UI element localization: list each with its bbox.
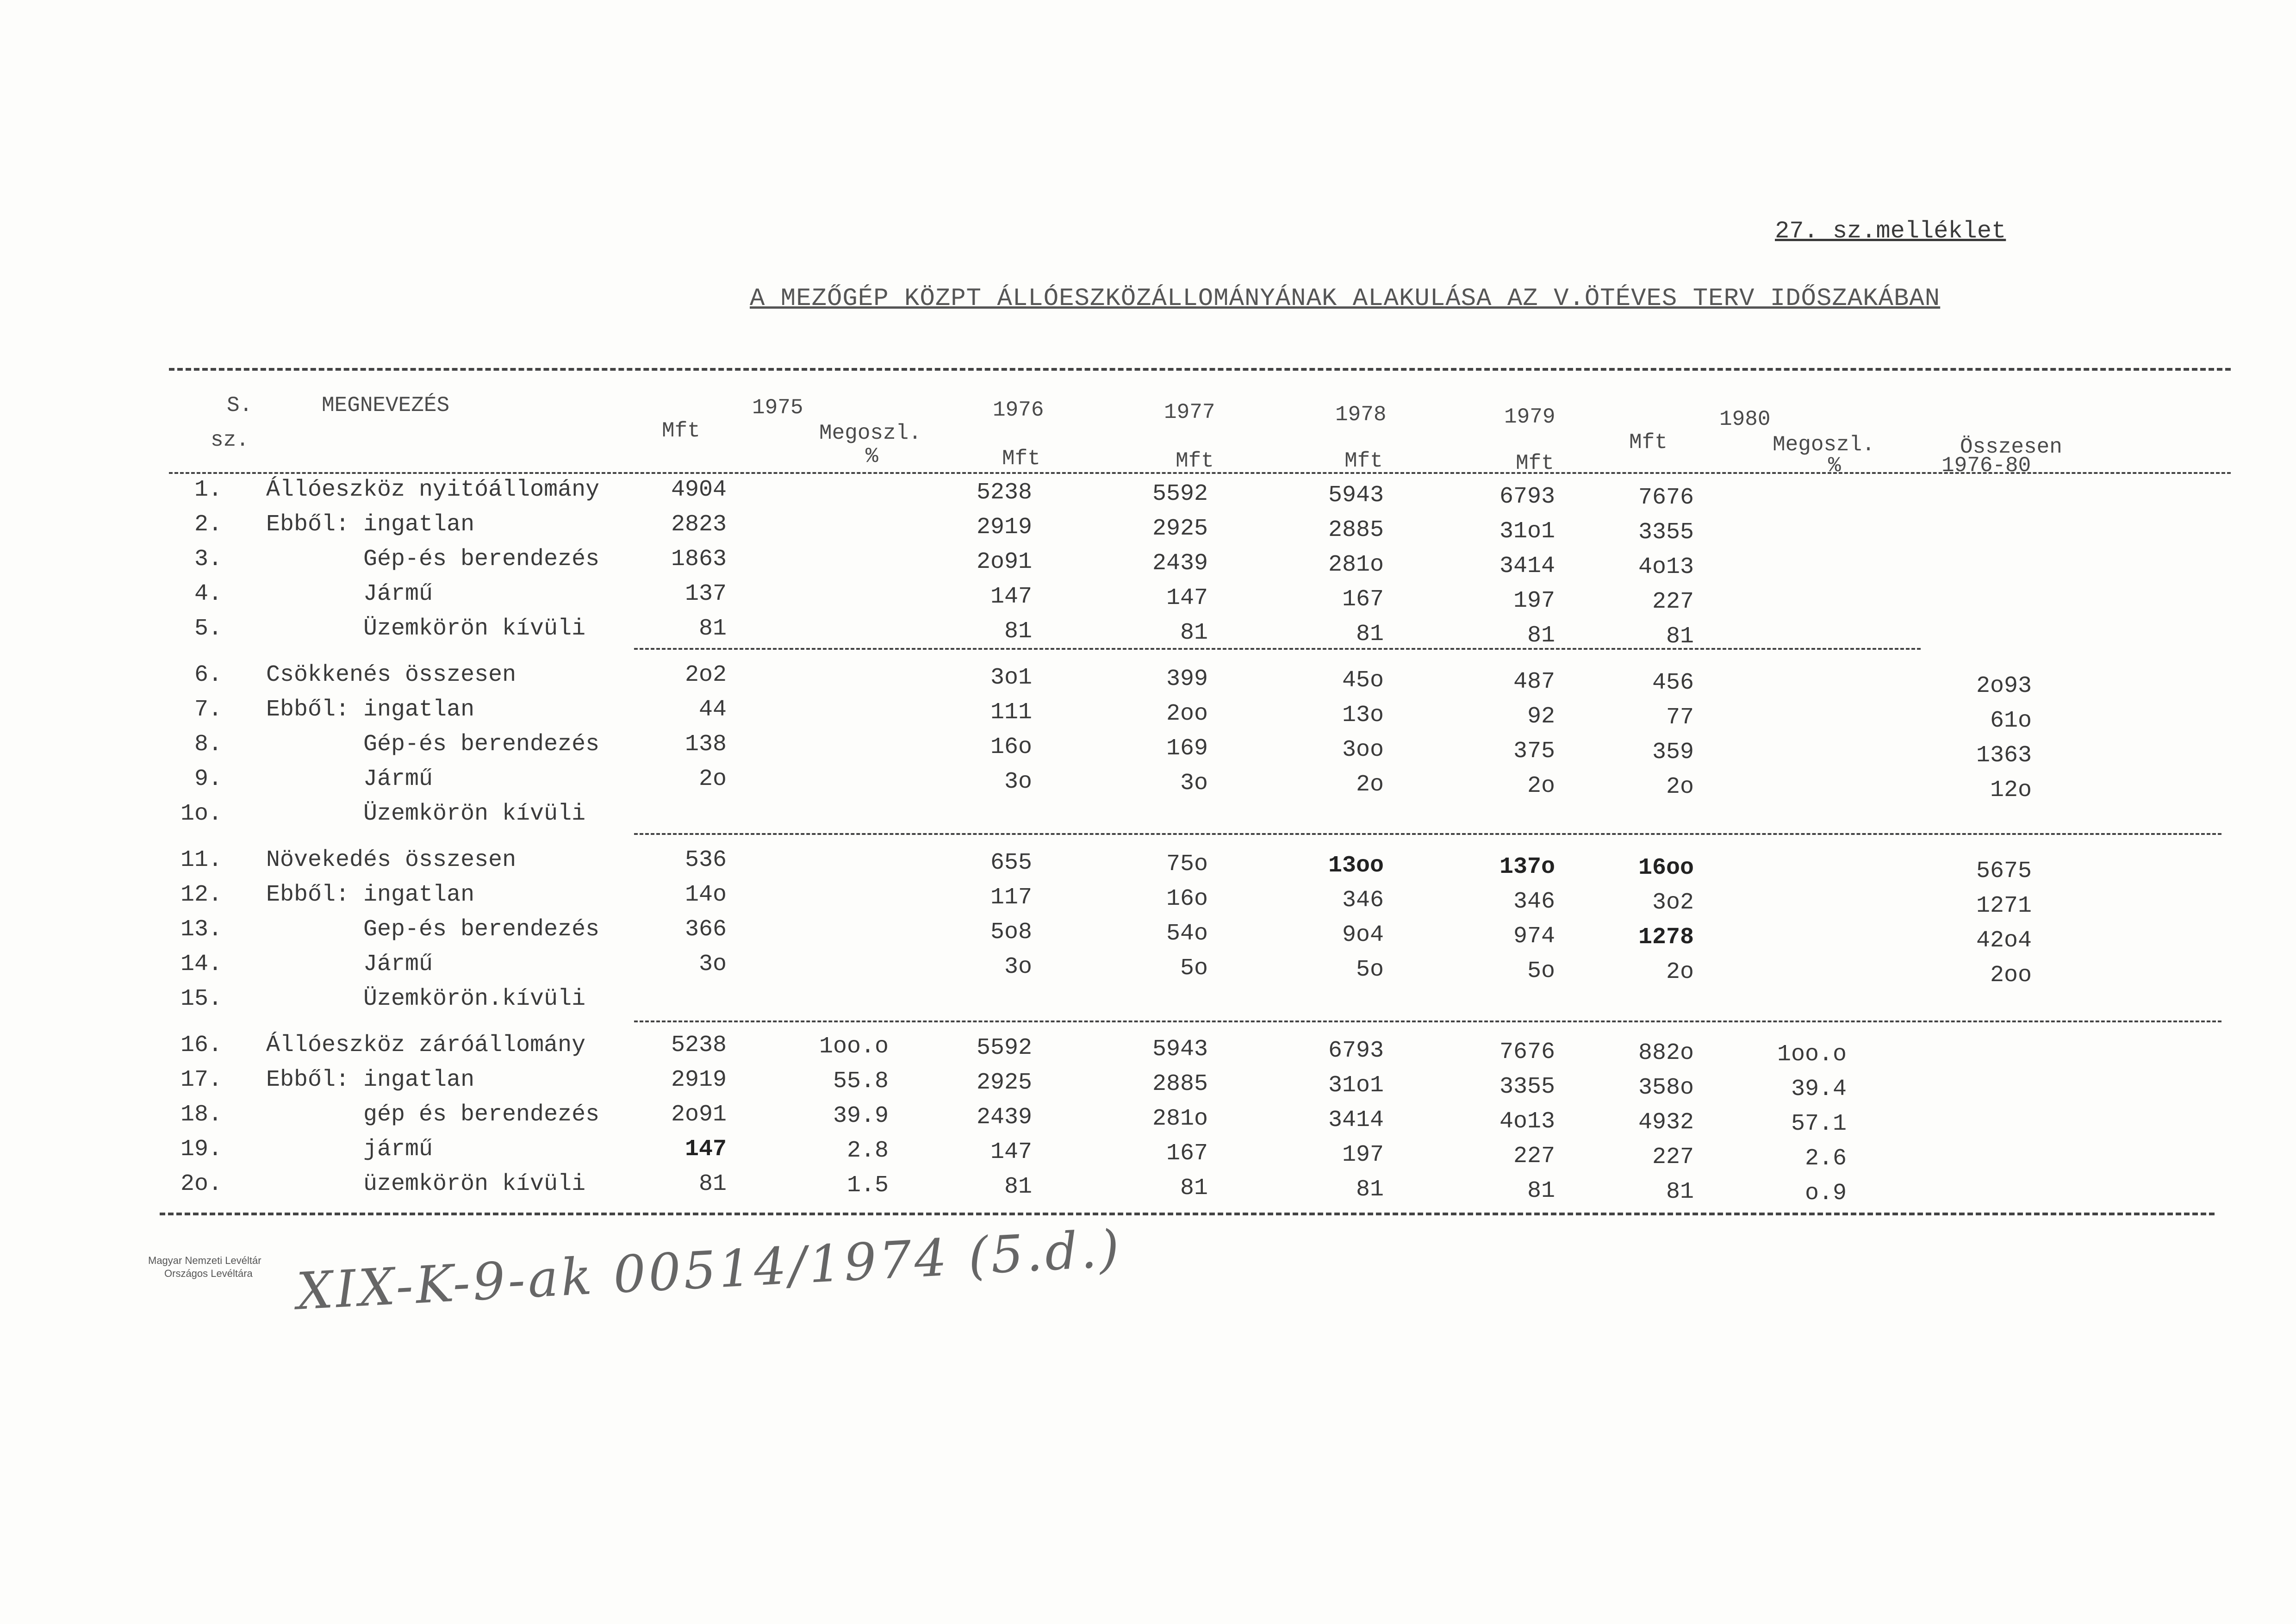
cell-v77: 5943 [1152,1036,1208,1063]
cell-s75: 1.5 [846,1172,889,1199]
cell-name: Üzemkörön kívüli [363,616,586,642]
cell-v77: 2439 [1152,550,1208,577]
cell-v79: 92 [1527,703,1555,730]
cell-no: 8. [194,731,222,758]
group-rule-3 [634,1020,2221,1022]
cell-v80: 77 [1666,704,1694,731]
cell-v76: 81 [1004,1174,1032,1200]
cell-v75: 5238 [671,1032,727,1058]
header-total: Összesen [1960,435,2062,459]
cell-v78: 13oo [1328,852,1384,879]
cell-v75: 3o [698,951,727,977]
cell-tot: 2o93 [1976,673,2032,699]
header-name: MEGNEVEZÉS [322,393,450,417]
cell-no: 6. [194,662,222,688]
cell-name: Üzemkörön.kívüli [363,986,586,1012]
cell-v75: 2o91 [671,1101,727,1128]
archive-stamp-line-1: Magyar Nemzeti Levéltár [148,1255,261,1266]
cell-v76: 81 [1004,618,1032,645]
cell-v75: 2o [698,766,727,792]
cell-v77: 16o [1166,886,1208,912]
cell-v75: 137 [684,581,727,607]
cell-name: Gép-és berendezés [363,731,600,758]
cell-s75: 1oo.o [819,1033,889,1060]
cell-v77: 2925 [1152,516,1208,542]
cell-v77: 81 [1180,1175,1208,1201]
cell-v79: 6793 [1499,484,1555,510]
cell-v80: 2o [1666,959,1694,985]
cell-v75: 81 [698,616,727,642]
cell-name: Állóeszköz záróállomány [266,1032,586,1058]
cell-v78: 2885 [1328,517,1384,543]
cell-v79: 3414 [1499,553,1555,579]
cell-s75: 2.8 [846,1138,889,1164]
cell-no: 1. [194,477,222,503]
cell-v77: 169 [1166,735,1208,762]
cell-no: 14. [180,951,222,977]
cell-s75: 39.9 [833,1103,889,1129]
cell-name: Gép-és berendezés [363,546,600,572]
cell-v78: 81 [1356,1176,1384,1203]
cell-v76: 2o91 [976,549,1032,575]
cell-v80: 81 [1666,623,1694,650]
cell-v76: 2439 [976,1104,1032,1131]
cell-s80: 1oo.o [1777,1041,1847,1068]
cell-v76: 3o1 [990,665,1032,691]
cell-v76: 5238 [976,479,1032,506]
cell-v76: 117 [990,884,1032,911]
cell-v75: 366 [684,916,727,943]
cell-no: 13. [180,916,222,943]
cell-v75: 1863 [671,546,727,572]
cell-v80: 3355 [1638,519,1694,546]
cell-v76: 2925 [976,1070,1032,1096]
cell-v78: 2o [1356,772,1384,798]
cell-name: Növekedés összesen [266,847,516,873]
cell-v76: 111 [990,699,1032,726]
cell-s80: o.9 [1804,1180,1847,1207]
bottom-rule [160,1213,2215,1215]
cell-v77: 147 [1166,585,1208,611]
cell-v76: 147 [990,584,1032,610]
cell-name: jármű [363,1136,433,1163]
cell-name: Ebből: ingatlan [266,511,475,538]
cell-tot: 1363 [1976,742,2032,769]
cell-v80: 4932 [1638,1109,1694,1136]
cell-no: 2o. [180,1171,222,1197]
header-year-1979: 1979 [1504,405,1556,429]
cell-s80: 39.4 [1791,1076,1847,1102]
archive-stamp [148,1254,261,1280]
cell-name: Csökkenés összesen [266,662,516,688]
cell-v80: 81 [1666,1179,1694,1205]
cell-no: 12. [180,882,222,908]
header-share-1975: Megoszl. [819,421,921,445]
cell-name: Jármű [363,766,433,792]
cell-no: 5. [194,616,222,642]
cell-v80: 16oo [1638,855,1694,881]
cell-v80: 2o [1666,774,1694,800]
cell-v75: 2919 [671,1067,727,1093]
cell-name: Jármű [363,581,433,607]
header-rule [169,472,2231,474]
header-pct-1975: % [865,444,878,468]
cell-v75: 138 [684,731,727,758]
cell-v76: 655 [990,850,1032,876]
group-rule-1 [634,648,1921,650]
cell-v75: 81 [698,1171,727,1197]
cell-v80: 1278 [1638,924,1694,951]
header-year-1976: 1976 [993,398,1044,422]
cell-tot: 1271 [1976,893,2032,919]
cell-v80: 358o [1638,1075,1694,1101]
cell-v78: 45o [1342,667,1384,694]
cell-v77: 75o [1166,851,1208,877]
cell-name: Ebből: ingatlan [266,882,475,908]
cell-v76: 3o [1004,769,1032,795]
cell-v79: 197 [1513,588,1555,614]
cell-v75: 4904 [671,477,727,503]
cell-v78: 6793 [1328,1038,1384,1064]
cell-v76: 147 [990,1139,1032,1165]
cell-v78: 9o4 [1342,922,1384,948]
cell-v80: 3o2 [1652,890,1694,916]
cell-v79: 346 [1513,889,1555,915]
cell-v79: 81 [1527,622,1555,649]
cell-v79: 2o [1527,773,1555,799]
cell-v78: 346 [1342,887,1384,914]
cell-name: Gep-és berendezés [363,916,600,943]
header-mft-1975: Mft [662,419,700,443]
cell-no: 4. [194,581,222,607]
cell-name: Üzemkörön kívüli [363,801,586,827]
cell-name: gép és berendezés [363,1101,600,1128]
cell-v78: 31o1 [1328,1072,1384,1099]
cell-v75: 536 [684,847,727,873]
cell-v77: 167 [1166,1140,1208,1167]
cell-v80: 882o [1638,1040,1694,1066]
header-number-1: S. [227,393,253,417]
cell-v76: 5o8 [990,919,1032,946]
cell-v78: 197 [1342,1142,1384,1168]
cell-s75: 55.8 [833,1068,889,1095]
cell-v77: 2885 [1152,1071,1208,1097]
cell-no: 11. [180,847,222,873]
cell-no: 2. [194,511,222,538]
cell-v80: 227 [1652,1144,1694,1170]
cell-v75: 14o [684,882,727,908]
cell-v75: 147 [684,1136,727,1163]
cell-v78: 13o [1342,702,1384,728]
cell-v79: 375 [1513,738,1555,765]
annex-label: 27. sz.melléklet [1775,218,2006,245]
cell-v79: 137o [1499,854,1555,880]
cell-no: 19. [180,1136,222,1163]
cell-name: Ebből: ingatlan [266,1067,475,1093]
cell-no: 9. [194,766,222,792]
cell-v79: 7676 [1499,1039,1555,1065]
cell-v78: 167 [1342,586,1384,613]
header-mft-1979: Mft [1516,451,1554,475]
cell-no: 17. [180,1067,222,1093]
group-rule-2 [634,833,2221,835]
cell-v75: 44 [698,697,727,723]
cell-no: 16. [180,1032,222,1058]
cell-v75: 2o2 [684,662,727,688]
cell-v80: 7676 [1638,485,1694,511]
cell-v77: 81 [1180,620,1208,646]
cell-no: 15. [180,986,222,1012]
cell-v77: 54o [1166,921,1208,947]
cell-v80: 227 [1652,589,1694,615]
header-year-1975: 1975 [752,396,803,420]
cell-v80: 359 [1652,739,1694,765]
cell-v79: 974 [1513,923,1555,950]
cell-v78: 5943 [1328,482,1384,509]
header-total-range: 1976-80 [1941,454,2031,478]
header-pct-1980: % [1828,454,1841,478]
cell-v77: 5o [1180,955,1208,982]
cell-no: 3. [194,546,222,572]
top-rule [169,368,2231,371]
cell-v78: 3oo [1342,737,1384,763]
header-mft-1978: Mft [1344,449,1383,473]
header-mft-1980: Mft [1629,430,1668,454]
cell-v78: 281o [1328,552,1384,578]
cell-tot: 42o4 [1976,927,2032,954]
header-year-1978: 1978 [1335,403,1387,427]
cell-v77: 281o [1152,1106,1208,1132]
document-title: A MEZŐGÉP KÖZPT ÁLLÓESZKÖZÁLLOMÁNYÁNAK ALAKULÁSA AZ V.ÖTÉVES TERV IDŐSZAKÁBAN [750,285,1941,313]
cell-s80: 2.6 [1804,1145,1847,1172]
cell-s80: 57.1 [1791,1111,1847,1137]
cell-v78: 5o [1356,957,1384,983]
cell-v79: 3355 [1499,1074,1555,1100]
cell-v78: 81 [1356,621,1384,647]
cell-no: 18. [180,1101,222,1128]
cell-v80: 4o13 [1638,554,1694,580]
header-year-1977: 1977 [1164,400,1215,424]
cell-v77: 3o [1180,770,1208,796]
cell-v77: 2oo [1166,701,1208,727]
cell-v76: 16o [990,734,1032,760]
header-mft-1976: Mft [1002,447,1040,471]
cell-tot: 61o [1990,708,2032,734]
archive-stamp-line-2: Országos Levéltára [164,1268,253,1279]
cell-v77: 5592 [1152,481,1208,507]
cell-v79: 5o [1527,958,1555,984]
cell-v76: 2919 [976,514,1032,541]
header-year-1980: 1980 [1719,407,1771,431]
cell-v77: 399 [1166,666,1208,692]
cell-v79: 227 [1513,1143,1555,1170]
archive-reference: XIX-K-9-ak 00514/1974 (5.d.) [295,1219,1124,1321]
cell-v76: 5592 [976,1035,1032,1061]
cell-v80: 456 [1652,670,1694,696]
cell-tot: 12o [1990,777,2032,803]
cell-v75: 2823 [671,511,727,538]
cell-name: Jármű [363,951,433,977]
cell-name: Ebből: ingatlan [266,697,475,723]
cell-tot: 5675 [1976,858,2032,884]
cell-v79: 81 [1527,1178,1555,1204]
cell-v79: 4o13 [1499,1108,1555,1135]
cell-v79: 487 [1513,669,1555,695]
header-share-1980: Megoszl. [1773,433,1875,457]
cell-v78: 3414 [1328,1107,1384,1133]
cell-name: üzemkörön kívüli [363,1171,586,1197]
cell-no: 7. [194,697,222,723]
cell-no: 1o. [180,801,222,827]
cell-v76: 3o [1004,954,1032,980]
cell-tot: 2oo [1990,962,2032,989]
cell-name: Állóeszköz nyitóállomány [266,477,600,503]
header-mft-1977: Mft [1176,449,1214,473]
header-number-2: sz. [211,428,249,452]
cell-v79: 31o1 [1499,518,1555,545]
